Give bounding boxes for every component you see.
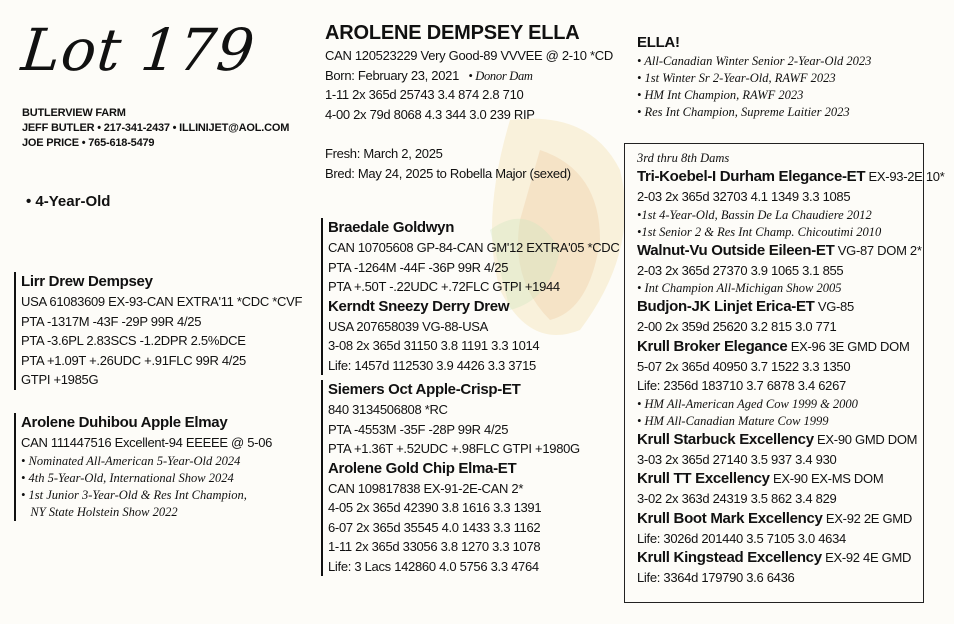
sire-name: Lirr Drew Dempsey	[21, 273, 153, 290]
dam-name: Arolene Duhibou Apple Elmay	[21, 414, 228, 431]
siemers-name: Siemers Oct Apple-Crisp-ET	[328, 381, 521, 398]
mgd-sire-name: Kerndt Sneezy Derry Drew	[328, 297, 510, 315]
goldchip-line: CAN 109817838 EX-91-2E-CAN 2*	[328, 480, 524, 496]
sire-line: PTA -1317M -43F -29P 99R 4/25	[21, 313, 202, 329]
ella-highlights	[637, 33, 871, 121]
goldchip-line: Life: 3 Lacs 142860 4.0 5756 3.3 4764	[328, 558, 539, 574]
ella-note: • HM Int Champion, RAWF 2023	[637, 88, 804, 102]
dam-10-name: Krull Kingstead Excellency EX-92 4E GMD	[637, 549, 912, 566]
contact-line-1: JEFF BUTLER • 217-341-2437 • ILLINIJET@AOL.COM	[22, 122, 290, 134]
dam-3-note: •1st 4-Year-Old, Bassin De La Chaudiere 2012	[637, 207, 872, 222]
contact-line-2: JOE PRICE • 765-618-5479	[22, 137, 155, 149]
record-line: 1-11 2x 365d 25743 3.4 874 2.8 710	[325, 87, 524, 102]
dam-note: • 4th 5-Year-Old, International Show 2024	[21, 470, 234, 485]
ella-title: ELLA!	[637, 34, 680, 51]
dams-heading: 3rd thru 8th Dams	[637, 151, 730, 165]
sire-line: PTA -3.6PL 2.83SCS -1.2DPR 2.5%DCE	[21, 333, 246, 348]
goldchip-line: 6-07 2x 365d 35545 4.0 1433 3.3 1162	[328, 519, 541, 535]
dam-5-name: Budjon-JK Linjet Erica-ET VG-85	[637, 298, 854, 315]
dam-note: NY State Holstein Show 2022	[21, 504, 178, 519]
contact-info	[22, 106, 289, 151]
siemers-line: PTA -4553M -35F -28P 99R 4/25	[328, 421, 509, 437]
bred-info: Bred: May 24, 2025 to Robella Major (sexed)	[325, 165, 571, 181]
dam-9-name: Krull Boot Mark Excellency EX-92 2E GMD	[637, 509, 912, 527]
dam-note: • 1st Junior 3-Year-Old & Res Int Champion,	[21, 487, 247, 502]
dam-note: • Nominated All-American 5-Year-Old 2024	[21, 453, 241, 468]
mgd-sire-line: USA 207658039 VG-88-USA	[328, 318, 489, 334]
granddam-block	[321, 380, 580, 576]
dam-4-note: • Int Champion All-Michigan Show 2005	[637, 281, 842, 295]
main-cow-block	[325, 20, 613, 183]
record-line: 4-00 2x 79d 8068 4.3 344 3.0 239 RIP	[325, 106, 535, 122]
lot-title: Lot 179	[18, 16, 259, 84]
siemers-line: 840 3134506808 *RC	[328, 402, 448, 417]
age-label: • 4-Year-Old	[26, 193, 111, 210]
goldchip-line: 1-11 2x 365d 33056 3.8 1270 3.3 1078	[328, 539, 541, 554]
sire-line: USA 61083609 EX-93-CAN EXTRA'11 *CDC *CVF	[21, 294, 303, 309]
sire-block	[14, 272, 302, 390]
dam-8-record: 3-02 2x 363d 24319 3.5 862 3.4 829	[637, 491, 837, 506]
main-cow-born-line	[325, 66, 613, 86]
dam-5-record: 2-00 2x 359d 25620 3.2 815 3.0 771	[637, 319, 837, 334]
born-date: Born: February 23, 2021	[325, 67, 460, 83]
dam-10-record: Life: 3364d 179790 3.6 6436	[637, 570, 795, 585]
dam-3-record: 2-03 2x 365d 32703 4.1 1349 3.3 1085	[637, 189, 851, 204]
goldchip-line: 4-05 2x 365d 42390 3.8 1616 3.3 1391	[328, 500, 542, 515]
dam-6-note: • HM All-American Aged Cow 1999 & 2000	[637, 396, 858, 411]
dam-6-name: Krull Broker Elegance EX-96 3E GMD DOM	[637, 337, 910, 355]
mgs-line: PTA -1264M -44F -36P 99R 4/25	[328, 259, 509, 275]
main-cow-reg: CAN 120523229 Very Good-89 VVVEE @ 2-10 *CD	[325, 48, 613, 63]
dam-block	[14, 413, 272, 521]
dam-4-name: Walnut-Vu Outside Eileen-ET VG-87 DOM 2*	[637, 241, 922, 259]
ella-note: • Res Int Champion, Supreme Laitier 2023	[637, 105, 850, 119]
mgd-sire-line: Life: 1457d 112530 3.9 4426 3.3 3715	[328, 357, 536, 373]
farm-name: BUTLERVIEW FARM	[22, 107, 126, 119]
fresh-date: Fresh: March 2, 2025	[325, 146, 443, 161]
goldchip-name: Arolene Gold Chip Elma-ET	[328, 459, 517, 477]
sire-line: GTPI +1985G	[21, 372, 99, 387]
ella-note: • All-Canadian Winter Senior 2-Year-Old 2023	[637, 54, 872, 68]
dam-6-record: 5-07 2x 365d 40950 3.7 1522 3.3 1350	[637, 358, 851, 374]
dam-7-name: Krull Starbuck Excellency EX-90 GMD DOM	[637, 430, 918, 448]
main-cow-name: AROLENE DEMPSEY ELLA	[325, 22, 580, 44]
mgs-line: PTA +.50T -.22UDC +.72FLC GTPI +1944	[328, 279, 560, 294]
donor-dam-note: • Donor Dam	[468, 68, 533, 83]
ella-note: • 1st Winter Sr 2-Year-Old, RAWF 2023	[637, 71, 836, 85]
mgs-line: CAN 10705608 GP-84-CAN GM'12 EXTRA'05 *CDC	[328, 240, 620, 255]
sire-line: PTA +1.09T +.26UDC +.91FLC 99R 4/25	[21, 352, 246, 368]
dam-8-name: Krull TT Excellency EX-90 EX-MS DOM	[637, 470, 884, 487]
dam-3-name: Tri-Koebel-I Durham Elegance-ET EX-93-2E 10*	[637, 168, 945, 185]
siemers-line: PTA +1.36T +.52UDC +.98FLC GTPI +1980G	[328, 441, 580, 456]
dam-7-record: 3-03 2x 365d 27140 3.5 937 3.4 930	[637, 451, 837, 467]
mgd-sire-line: 3-08 2x 365d 31150 3.8 1191 3.3 1014	[328, 338, 540, 353]
dam-6-life: Life: 2356d 183710 3.7 6878 3.4 6267	[637, 378, 846, 393]
dam-9-record: Life: 3026d 201440 3.5 7105 3.0 4634	[637, 530, 846, 546]
mgs-block	[321, 218, 620, 375]
dam-4-record: 2-03 2x 365d 27370 3.9 1065 3.1 855	[637, 262, 844, 278]
dam-3-note: •1st Senior 2 & Res Int Champ. Chicoutimi 2010	[637, 224, 882, 239]
dam-6-note: • HM All-Canadian Mature Cow 1999	[637, 413, 829, 428]
dam-line: CAN 111447516 Excellent-94 EEEEE @ 5-06	[21, 435, 273, 450]
dams-box	[624, 143, 945, 603]
mgs-name: Braedale Goldwyn	[328, 219, 455, 236]
